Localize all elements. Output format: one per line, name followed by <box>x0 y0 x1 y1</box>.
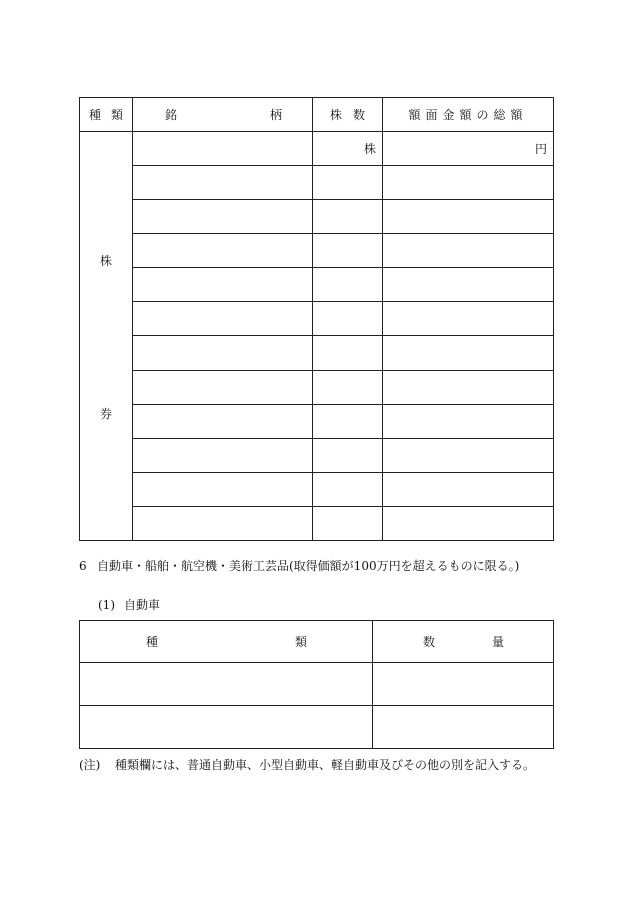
header-brand-char-2: 柄 <box>269 108 282 122</box>
header-face-value-label: 額面金額の総額 <box>408 108 528 122</box>
car-quantity-cell[interactable] <box>373 706 554 749</box>
face-value-cell[interactable] <box>383 132 554 166</box>
brand-cell[interactable] <box>133 404 313 438</box>
shares-cell[interactable] <box>313 132 383 166</box>
brand-cell[interactable] <box>133 268 313 302</box>
brand-cell[interactable] <box>133 302 313 336</box>
table-row <box>80 200 554 234</box>
car-header-quantity <box>373 621 554 663</box>
shares-cell[interactable] <box>313 370 383 404</box>
shares-cell[interactable] <box>313 200 383 234</box>
shares-cell[interactable] <box>313 268 383 302</box>
brand-cell[interactable] <box>133 472 313 506</box>
brand-cell[interactable] <box>133 166 313 200</box>
table-row <box>80 663 554 706</box>
car-quantity-cell[interactable] <box>373 663 554 706</box>
car-table <box>79 620 554 749</box>
section-title: 自動車・船舶・航空機・美術工芸品(取得価額が100万円を超えるものに限る。) <box>97 559 520 573</box>
footnote-tag: (注) <box>79 758 101 772</box>
car-header-type <box>80 621 373 663</box>
header-face-value <box>383 98 554 132</box>
shares-cell[interactable] <box>313 472 383 506</box>
stock-type-label-bottom: 券 <box>99 407 112 421</box>
header-type <box>80 98 133 132</box>
face-value-cell[interactable] <box>383 370 554 404</box>
brand-cell[interactable] <box>133 200 313 234</box>
car-header-quantity-char-2: 量 <box>491 635 504 649</box>
shares-cell[interactable] <box>313 234 383 268</box>
stock-table <box>79 97 554 541</box>
brand-cell[interactable] <box>133 506 313 540</box>
table-row <box>80 404 554 438</box>
header-type-char-1: 種 <box>89 108 102 122</box>
footnote <box>79 756 535 773</box>
subsection-title: 自動車 <box>124 598 161 612</box>
car-table-header-row <box>80 621 554 663</box>
brand-cell[interactable] <box>133 132 313 166</box>
table-row <box>80 302 554 336</box>
face-value-cell[interactable] <box>383 302 554 336</box>
table-row <box>80 166 554 200</box>
section-number: 6 <box>79 559 87 573</box>
table-row <box>80 336 554 370</box>
subsection-heading <box>98 596 160 613</box>
shares-unit: 株 <box>363 142 376 157</box>
shares-cell[interactable] <box>313 166 383 200</box>
shares-cell[interactable] <box>313 302 383 336</box>
car-header-type-char-1: 種 <box>146 635 159 649</box>
header-shares-char-1: 株 <box>330 108 343 122</box>
car-header-quantity-char-1: 数 <box>423 635 436 649</box>
face-value-cell[interactable] <box>383 166 554 200</box>
face-value-cell[interactable] <box>383 234 554 268</box>
shares-cell[interactable] <box>313 336 383 370</box>
face-value-cell[interactable] <box>383 268 554 302</box>
car-type-cell[interactable] <box>80 663 373 706</box>
footnote-text: 種類欄には、普通自動車、小型自動車、軽自動車及びその他の別を記入する。 <box>115 758 536 772</box>
shares-cell[interactable] <box>313 438 383 472</box>
stock-type-label-top: 株 <box>99 254 112 268</box>
shares-cell[interactable] <box>313 404 383 438</box>
table-row <box>80 706 554 749</box>
table-row <box>80 234 554 268</box>
header-shares <box>313 98 383 132</box>
face-value-cell[interactable] <box>383 472 554 506</box>
table-row <box>80 268 554 302</box>
brand-cell[interactable] <box>133 234 313 268</box>
brand-cell[interactable] <box>133 370 313 404</box>
shares-cell[interactable] <box>313 506 383 540</box>
table-row <box>80 370 554 404</box>
header-shares-char-2: 数 <box>352 108 365 122</box>
car-header-type-char-2: 類 <box>294 635 307 649</box>
subsection-number: (1) <box>98 598 115 612</box>
stock-type-cell <box>80 132 133 541</box>
section-heading <box>79 557 519 574</box>
brand-cell[interactable] <box>133 336 313 370</box>
car-type-cell[interactable] <box>80 706 373 749</box>
face-value-cell[interactable] <box>383 438 554 472</box>
header-brand <box>133 98 313 132</box>
table-row <box>80 438 554 472</box>
yen-unit: 円 <box>534 142 547 157</box>
face-value-cell[interactable] <box>383 404 554 438</box>
face-value-cell[interactable] <box>383 336 554 370</box>
table-row <box>80 132 554 166</box>
face-value-cell[interactable] <box>383 200 554 234</box>
table-row <box>80 506 554 540</box>
header-type-char-2: 類 <box>110 108 123 122</box>
brand-cell[interactable] <box>133 438 313 472</box>
stock-table-header-row <box>80 98 554 132</box>
face-value-cell[interactable] <box>383 506 554 540</box>
header-brand-char-1: 銘 <box>165 108 178 122</box>
table-row <box>80 472 554 506</box>
